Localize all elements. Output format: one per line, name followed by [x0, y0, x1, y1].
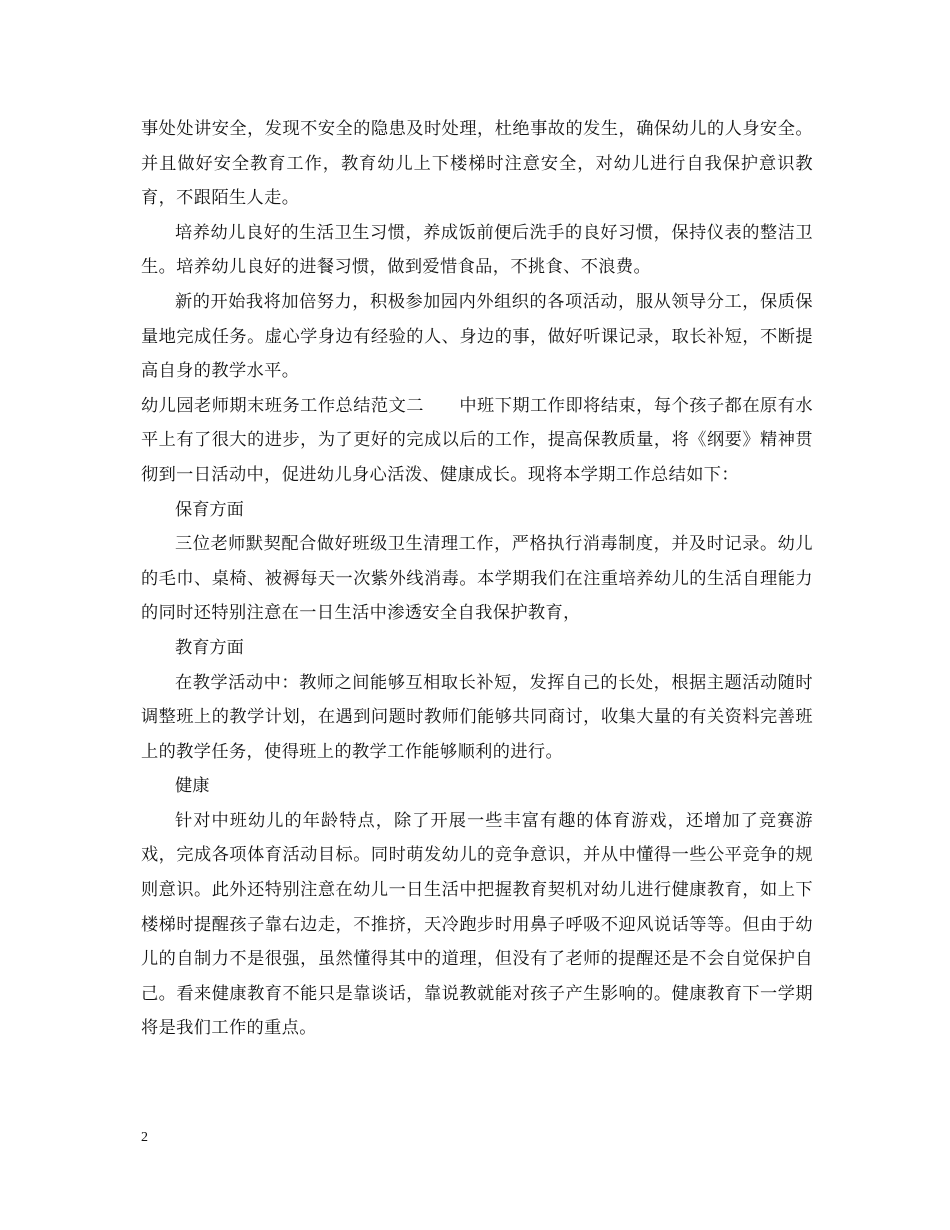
- paragraph-education: 在教学活动中：教师之间能够互相取长补短，发挥自己的长处，根据主题活动随时调整班上的教学计划，在遇到问题时教师们能够共同商讨，收集大量的有关资料完善班上的教学任务，使得班上的教学工作能够顺利的进行。: [141, 672, 813, 762]
- page-number: 2: [141, 1130, 148, 1145]
- paragraph-care: 三位老师默契配合做好班级卫生清理工作，严格执行消毒制度，并及时记录。幼儿的毛巾、桌椅、被褥每天一次紫外线消毒。本学期我们在注重培养幼儿的生活自理能力的同时还特别注意在一日生活中渗透安全自我保护教育，: [141, 534, 813, 624]
- section-heading-education: 教育方面: [175, 637, 244, 658]
- section-heading-care: 保育方面: [175, 499, 244, 520]
- paragraph-new-beginning: 新的开始我将加倍努力，积极参加园内外组织的各项活动，服从领导分工，保质保量地完成任务。虚心学身边有经验的人、身边的事，做好听课记录，取长补短，不断提高自身的教学水平。: [141, 291, 813, 382]
- section-heading-health: 健康: [175, 776, 210, 797]
- paragraph-health: 针对中班幼儿的年龄特点，除了开展一些丰富有趣的体育游戏，还增加了竞赛游戏，完成各项体育活动目标。同时萌发幼儿的竞争意识，并从中懂得一些公平竞争的规则意识。此外还特别注意在幼儿一日生活中把握教育契机对幼儿进行健康教育，如上下楼梯时提醒孩子靠右边走，不推挤，天冷跑步时用鼻子呼吸不迎风说话等等。但由于幼儿的自制力不是很强，虽然懂得其中的道理，但没有了老师的提醒还是不会自觉保护自己。看来健康教育不能只是靠谈话，靠说教就能对孩子产生影响的。健康教育下一学期将是我们工作的重点。: [141, 810, 813, 1039]
- paragraph-hygiene-habits: 培养幼儿良好的生活卫生习惯，养成饭前便后洗手的良好习惯，保持仪表的整洁卫生。培养幼儿良好的进餐习惯，做到爱惜食品，不挑食、不浪费。: [141, 222, 813, 278]
- document-body: [141, 112, 813, 1046]
- paragraph-sample-two-intro: 幼儿园老师期末班务工作总结范文二 中班下期工作即将结束，每个孩子都在原有水平上有了很大的进步，为了更好的完成以后的工作，提高保教质量，将《纲要》精神贯彻到一日活动中，促进幼儿身心活泼、健康成长。现将本学期工作总结如下：: [141, 395, 813, 485]
- paragraph-safety-continued: 事处处讲安全，发现不安全的隐患及时处理，杜绝事故的发生，确保幼儿的人身安全。并且做好安全教育工作，教育幼儿上下楼梯时注意安全，对幼儿进行自我保护意识教育，不跟陌生人走。: [141, 119, 813, 209]
